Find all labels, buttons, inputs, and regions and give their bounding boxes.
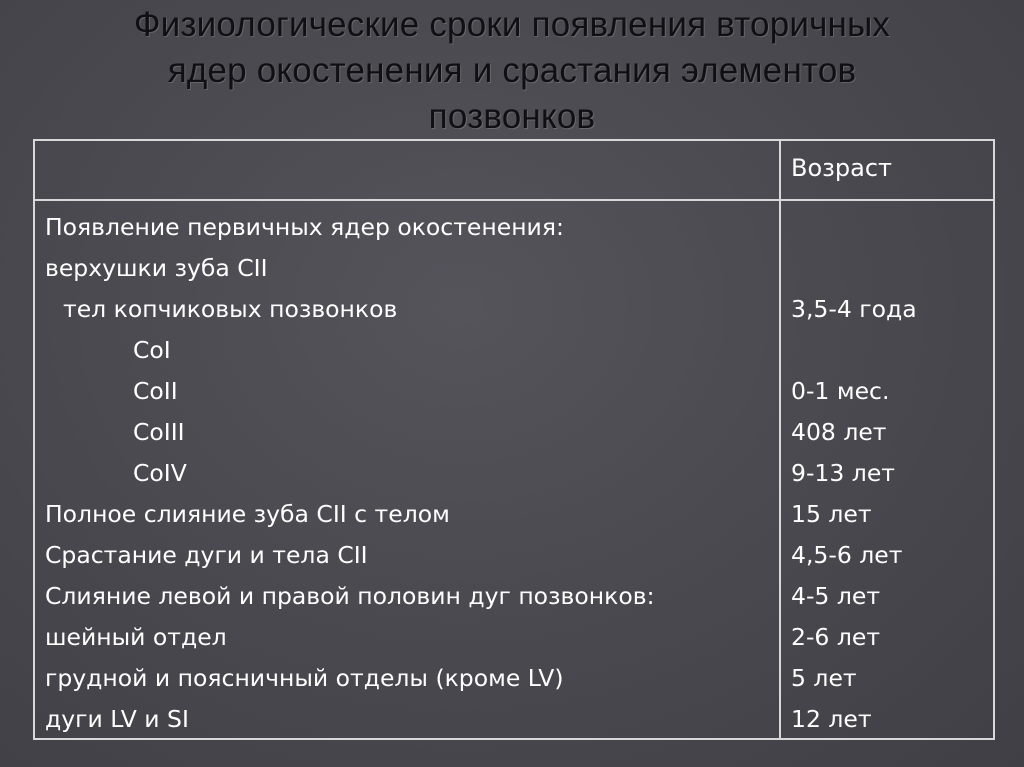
- table-row-label: верхушки зуба CII: [45, 254, 268, 282]
- table-label-column: [45, 207, 770, 740]
- table-row-value: 3,5-4 года: [791, 295, 917, 323]
- table-row-value: 5 лет: [791, 664, 857, 692]
- table-row-value: 9-13 лет: [791, 459, 895, 487]
- table-header-divider: [35, 199, 993, 201]
- table-row-value: 12 лет: [791, 705, 872, 733]
- slide-title-line-2: ядер окостенения и срастания элементов: [167, 51, 857, 90]
- table-row-label: тел копчиковых позвонков: [63, 295, 398, 323]
- table-row-label: грудной и поясничный отделы (кроме LV): [45, 664, 564, 692]
- table-row-label: CoIII: [133, 418, 185, 446]
- table-row-value: 4-5 лет: [791, 582, 881, 610]
- table-row-label: CoIV: [133, 459, 187, 487]
- table-column-divider: [779, 141, 781, 738]
- table-row-label: Появление первичных ядер окостенения:: [45, 213, 564, 241]
- table-row-value: 0-1 мес.: [791, 377, 890, 405]
- table-row-label: CoII: [133, 377, 178, 405]
- table-row-value: 2-6 лет: [791, 623, 881, 651]
- table-row-value: 4,5-6 лет: [791, 541, 903, 569]
- table-row-value: 15 лет: [791, 500, 872, 528]
- table-row-label: CoI: [133, 336, 171, 364]
- table-age-column: [791, 207, 987, 740]
- table-row-value: [791, 248, 987, 289]
- table-row-label: шейный отдел: [45, 623, 227, 651]
- table-row-value: 408 лет: [791, 418, 887, 446]
- ossification-table: [33, 139, 995, 740]
- slide-title: [40, 2, 984, 140]
- table-row-label: Слияние левой и правой половин дуг позвонков:: [45, 582, 655, 610]
- table-row-label: Полное слияние зуба CII с телом: [45, 500, 450, 528]
- table-row-value: [791, 330, 987, 371]
- table-row-label: Срастание дуги и тела CII: [45, 541, 368, 569]
- slide-title-line-3: позвонков: [428, 97, 596, 136]
- table-row-label: дуги LV и SI: [45, 705, 189, 733]
- header-age: Возраст: [791, 154, 893, 182]
- slide-title-line-1: Физиологические сроки появления вторичных: [133, 5, 891, 44]
- table-row-value: [791, 207, 987, 248]
